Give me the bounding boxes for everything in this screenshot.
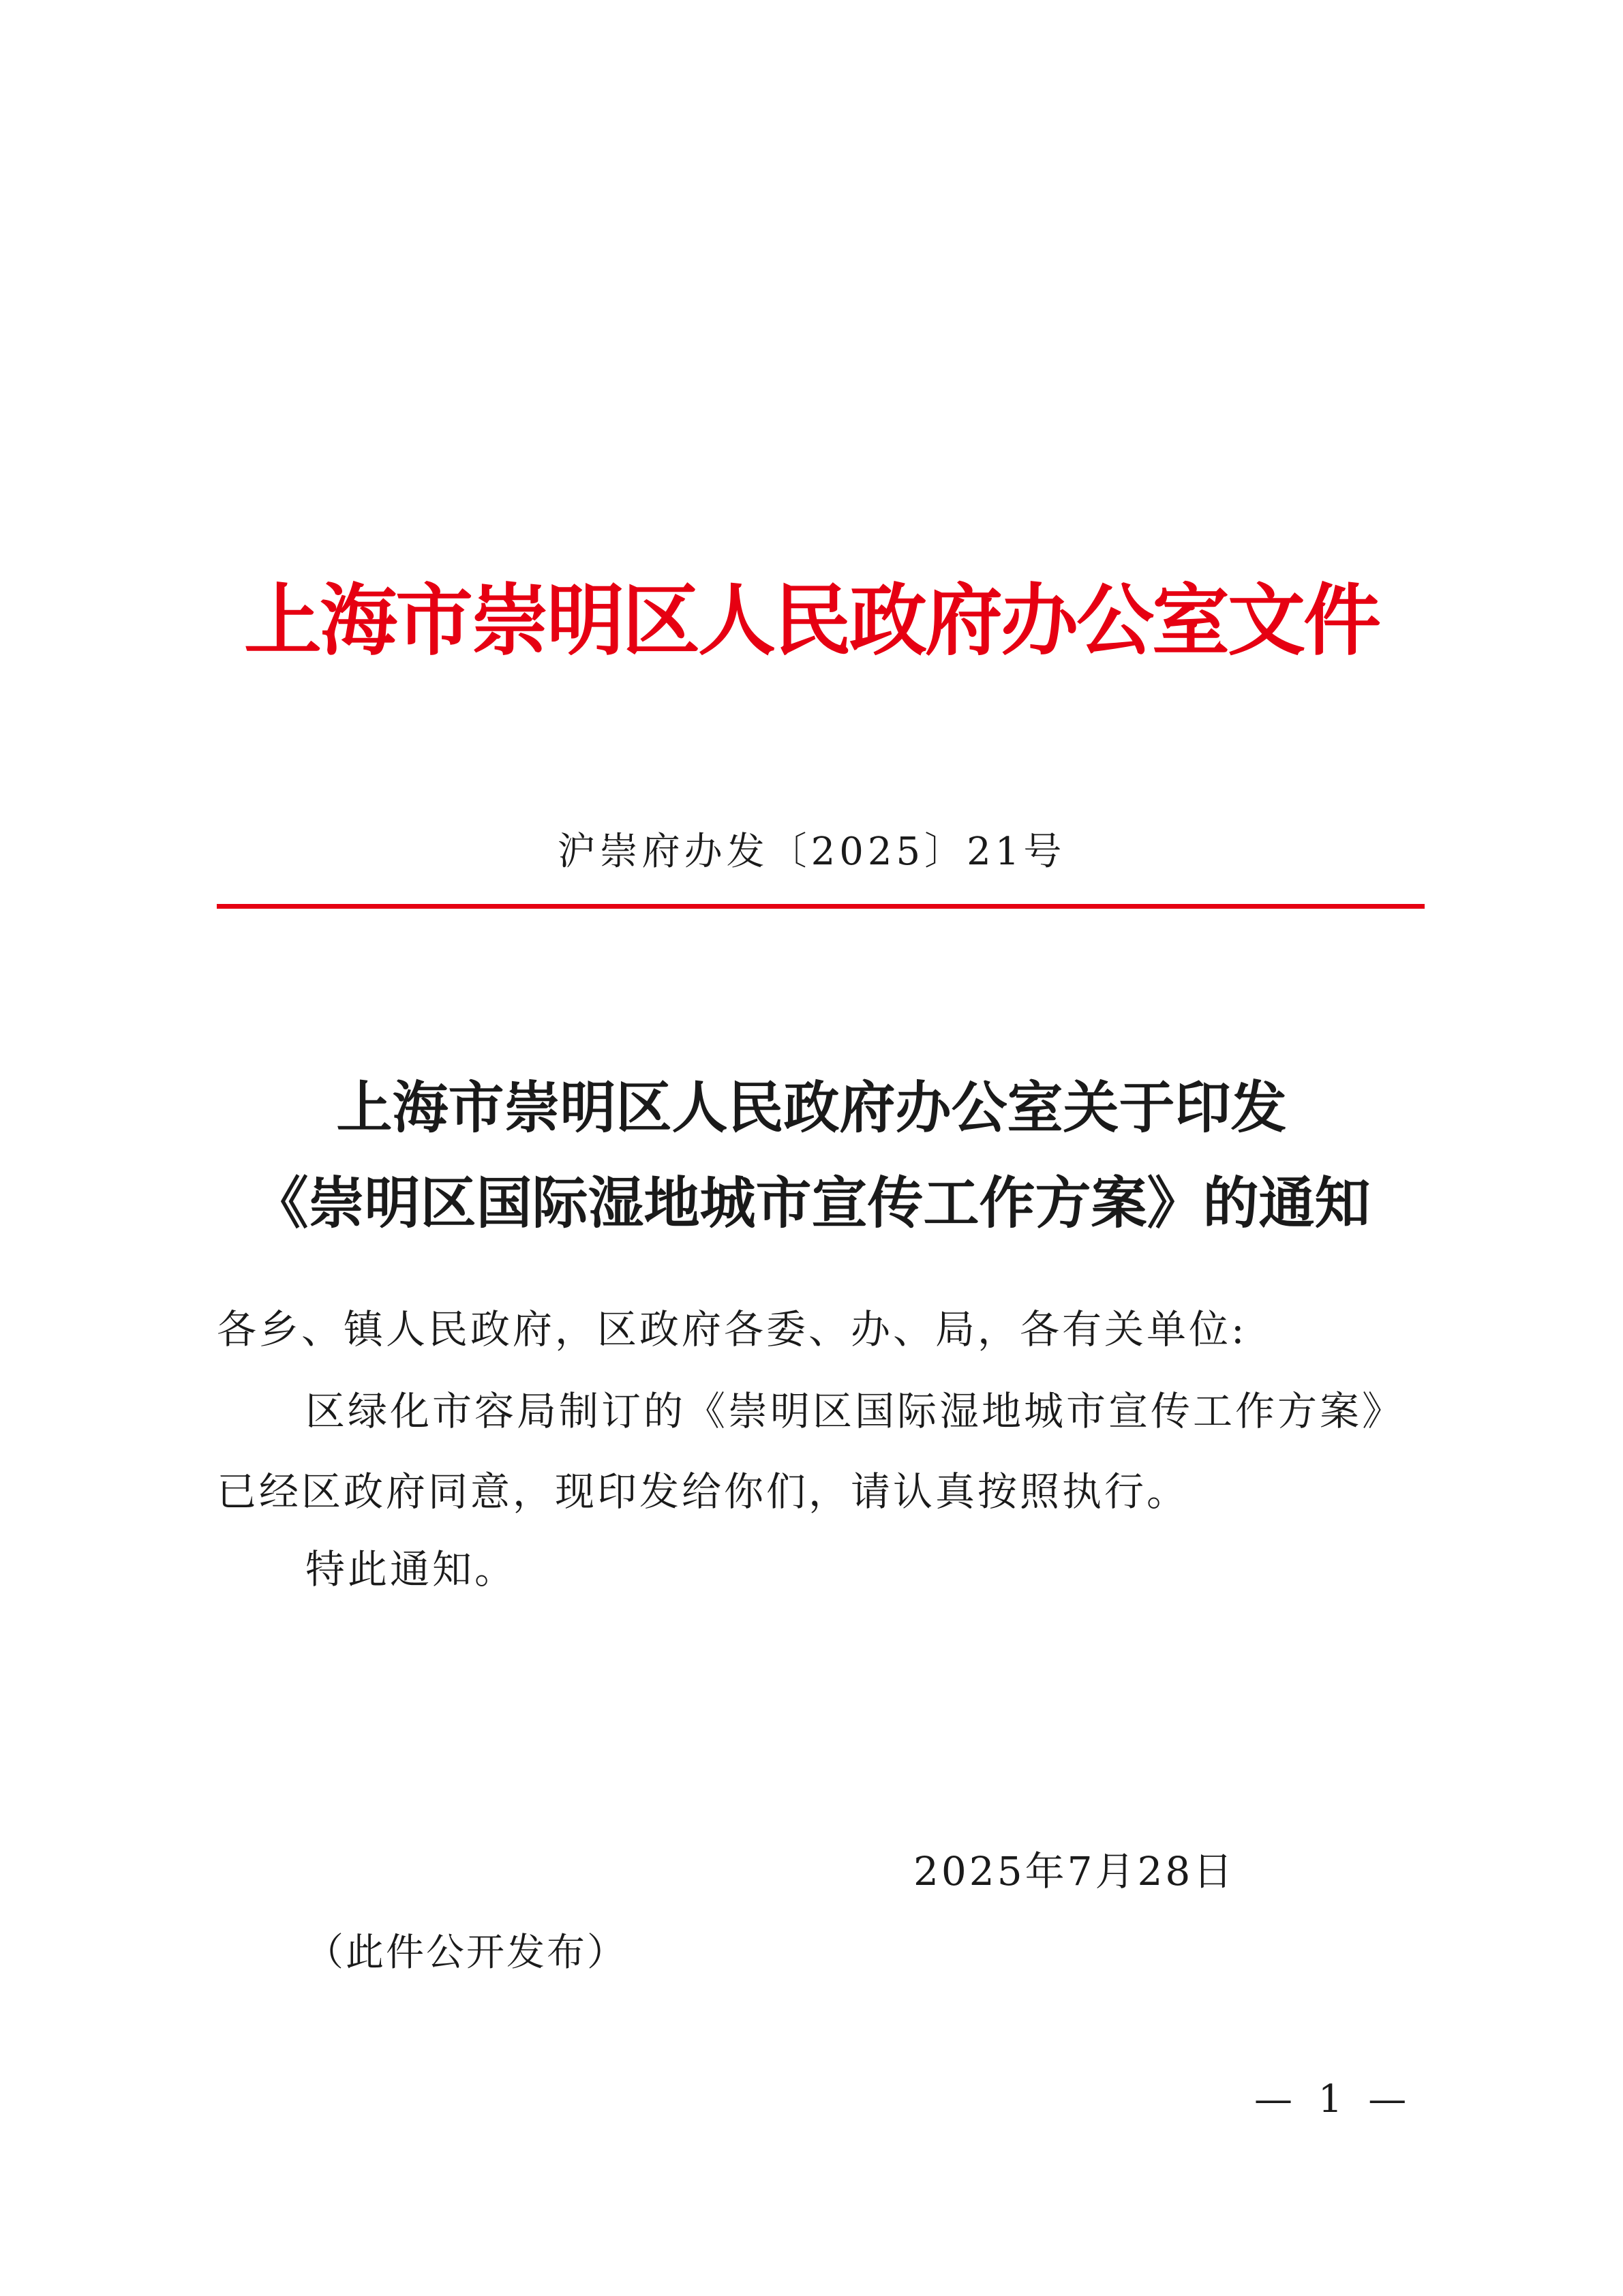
title-line-2: 《崇明区国际湿地城市宣传工作方案》的通知 bbox=[252, 1170, 1371, 1236]
document-number: 沪崇府办发〔2025〕21号 bbox=[557, 830, 1066, 874]
publication-note: （此件公开发布） bbox=[305, 1931, 627, 1975]
body-paragraph-line-1: 区绿化市容局制订的《崇明区国际湿地城市宣传工作方案》 bbox=[305, 1388, 1405, 1434]
issue-date: 2025年7月28日 bbox=[913, 1848, 1236, 1894]
masthead: 上海市崇明区人民政府办公室文件 bbox=[243, 575, 1379, 666]
title-line-1: 上海市崇明区人民政府办公室关于印发 bbox=[336, 1075, 1287, 1141]
closing-remark: 特此通知。 bbox=[305, 1546, 517, 1592]
body-paragraph-line-2: 已经区政府同意，现印发给你们，请认真按照执行。 bbox=[217, 1468, 1189, 1515]
recipients: 各乡、镇人民政府，区政府各委、办、局，各有关单位: bbox=[217, 1306, 1247, 1353]
document-title bbox=[0, 1060, 1623, 1251]
red-divider-line bbox=[217, 904, 1425, 909]
page-number: — 1 — bbox=[1254, 2077, 1414, 2121]
